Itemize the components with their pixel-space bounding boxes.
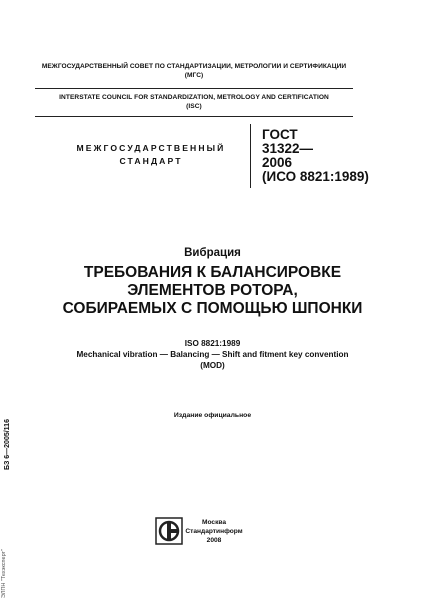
iso-title: Mechanical vibration — Balancing — Shift and fitment key convention — [76, 350, 349, 359]
standard-code-line2: 31322— — [262, 141, 314, 156]
publisher-year: 2008 — [206, 537, 222, 544]
council-ru-abbr: (МГС) — [184, 72, 204, 79]
council-en-abbr: (ISC) — [186, 103, 202, 110]
standard-label — [62, 142, 240, 168]
iso-mod: (MOD) — [200, 361, 225, 370]
standard-label-line1: МЕЖГОСУДАРСТВЕННЫЙ — [76, 143, 226, 153]
publisher-name: Стандартинформ — [185, 528, 243, 535]
document-title-line3: СОБИРАЕМЫХ С ПОМОЩЬЮ ШПОНКИ — [62, 300, 363, 317]
council-ru-name: МЕЖГОСУДАРСТВЕННЫЙ СОВЕТ ПО СТАНДАРТИЗАЦИИ, МЕТРОЛОГИИ И СЕРТИФИКАЦИИ — [41, 63, 347, 70]
council-ru — [35, 62, 353, 80]
council-en-name: INTERSTATE COUNCIL FOR STANDARDIZATION, METROLOGY AND CERTIFICATION — [59, 94, 329, 101]
publisher-logo-icon — [155, 517, 183, 545]
header-divider — [35, 88, 353, 89]
edition-label: Издание официальное — [173, 412, 252, 419]
publisher — [182, 518, 246, 545]
category-title: Вибрация — [184, 247, 241, 259]
document-title-line2: ЭЛЕМЕНТОВ РОТОРА, — [127, 282, 298, 299]
code-separator — [250, 124, 251, 188]
standard-code-line4: (ИСО 8821:1989) — [262, 169, 369, 184]
iso-code: ISO 8821:1989 — [184, 339, 241, 348]
standard-code-line1: ГОСТ — [262, 127, 298, 142]
document-title-line1: ТРЕБОВАНИЯ К БАЛАНСИРОВКЕ — [83, 264, 342, 281]
standard-code — [262, 128, 369, 184]
standard-code-line3: 2006 — [262, 155, 293, 170]
standard-label-line2: СТАНДАРТ — [119, 156, 183, 166]
iso-reference — [0, 338, 425, 371]
council-en — [35, 93, 353, 111]
stamp-text: ЭЛПН "Техэксперт" — [1, 549, 7, 598]
publisher-city: Москва — [201, 519, 227, 526]
header-divider-bottom — [35, 116, 353, 117]
document-title — [0, 264, 425, 318]
side-code: БЗ 6—2005/116 — [4, 419, 11, 470]
